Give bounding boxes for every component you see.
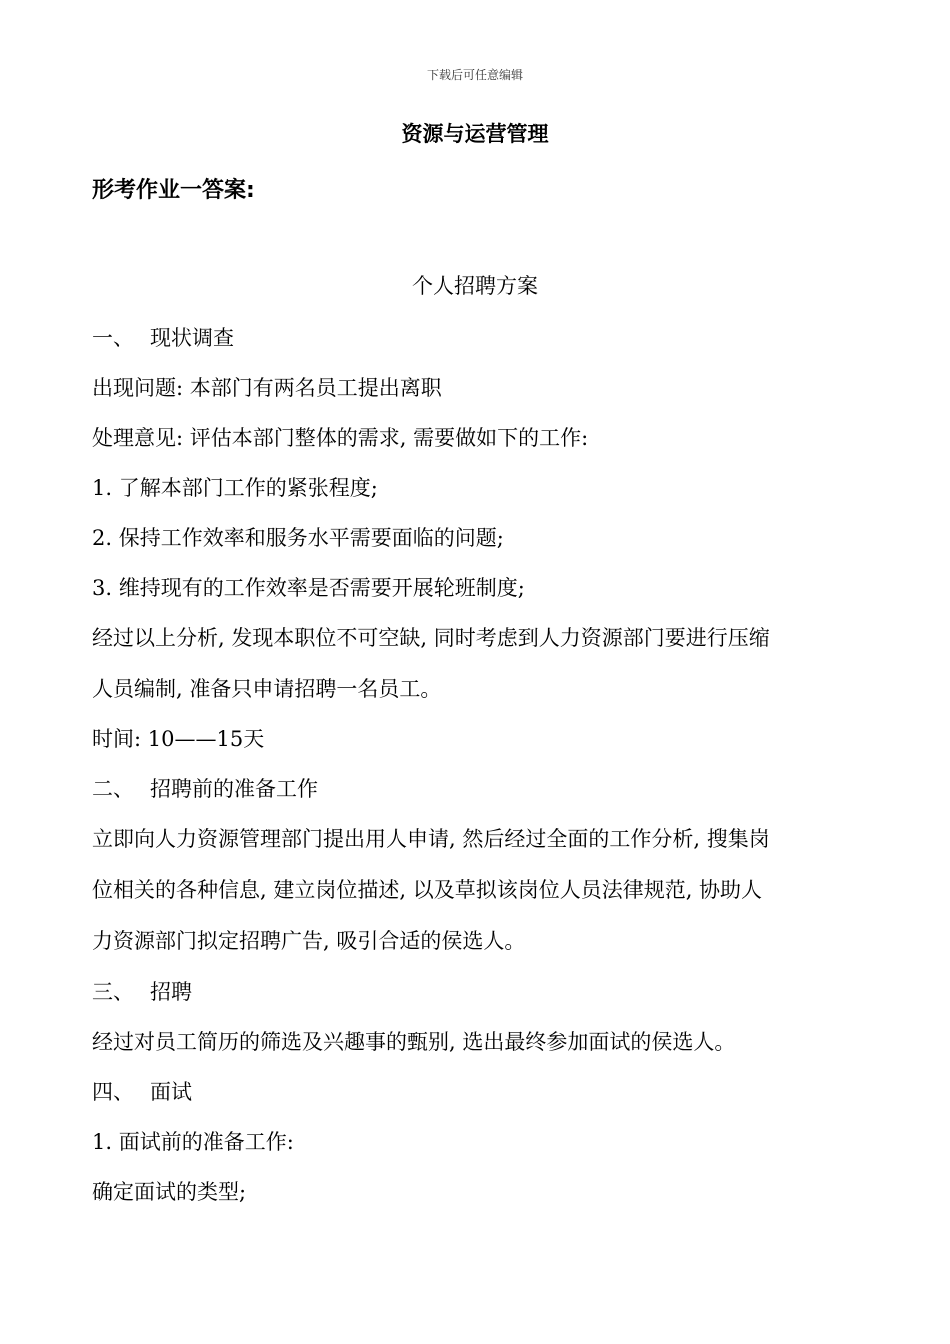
list-item: 2. 保持工作效率和服务水平需要面临的问题; — [92, 526, 504, 550]
section-number: 一、 — [92, 326, 134, 350]
section-number: 二、 — [92, 777, 134, 801]
problem-line: 出现问题: 本部门有两名员工提出离职 — [92, 376, 442, 400]
opinion-line: 处理意见: 评估本部门整体的需求, 需要做如下的工作: — [92, 426, 589, 450]
interview-type-line: 确定面试的类型; — [92, 1180, 247, 1204]
time-line: 时间: 10——15天 — [92, 727, 265, 751]
recruit-line: 经过对员工简历的筛选及兴趣事的甄别, 选出最终参加面试的侯选人。 — [92, 1030, 736, 1054]
section-number: 四、 — [92, 1080, 134, 1104]
section-heading-1 — [92, 322, 862, 352]
section-title: 招聘前的准备工作 — [150, 777, 318, 801]
section-heading-2 — [92, 773, 862, 803]
section-title: 招聘 — [150, 980, 192, 1004]
analysis-line: 经过以上分析, 发现本职位不可空缺, 同时考虑到人力资源部门要进行压缩 — [92, 626, 770, 650]
section-heading-3 — [92, 976, 862, 1006]
section-number: 三、 — [92, 980, 134, 1004]
list-item: 1. 面试前的准备工作: — [92, 1130, 294, 1154]
section-heading-4 — [92, 1076, 862, 1106]
section-title: 现状调查 — [150, 326, 234, 350]
prep-line: 立即向人力资源管理部门提出用人申请, 然后经过全面的工作分析, 搜集岗 — [92, 827, 770, 851]
prep-line: 位相关的各种信息, 建立岗位描述, 以及草拟该岗位人员法律规范, 协助人 — [92, 878, 763, 902]
document-title: 资源与运营管理 — [401, 122, 549, 146]
list-item: 1. 了解本部门工作的紧张程度; — [92, 476, 378, 500]
list-item: 3. 维持现有的工作效率是否需要开展轮班制度; — [92, 576, 525, 600]
assignment-title: 形考作业一答案: — [92, 178, 255, 203]
prep-line: 力资源部门拟定招聘广告, 吸引合适的侯选人。 — [92, 929, 526, 953]
plan-title: 个人招聘方案 — [412, 274, 538, 298]
section-title: 面试 — [150, 1080, 192, 1104]
header-note: 下载后可任意编辑 — [426, 68, 523, 82]
analysis-line: 人员编制, 准备只申请招聘一名员工。 — [92, 677, 442, 701]
